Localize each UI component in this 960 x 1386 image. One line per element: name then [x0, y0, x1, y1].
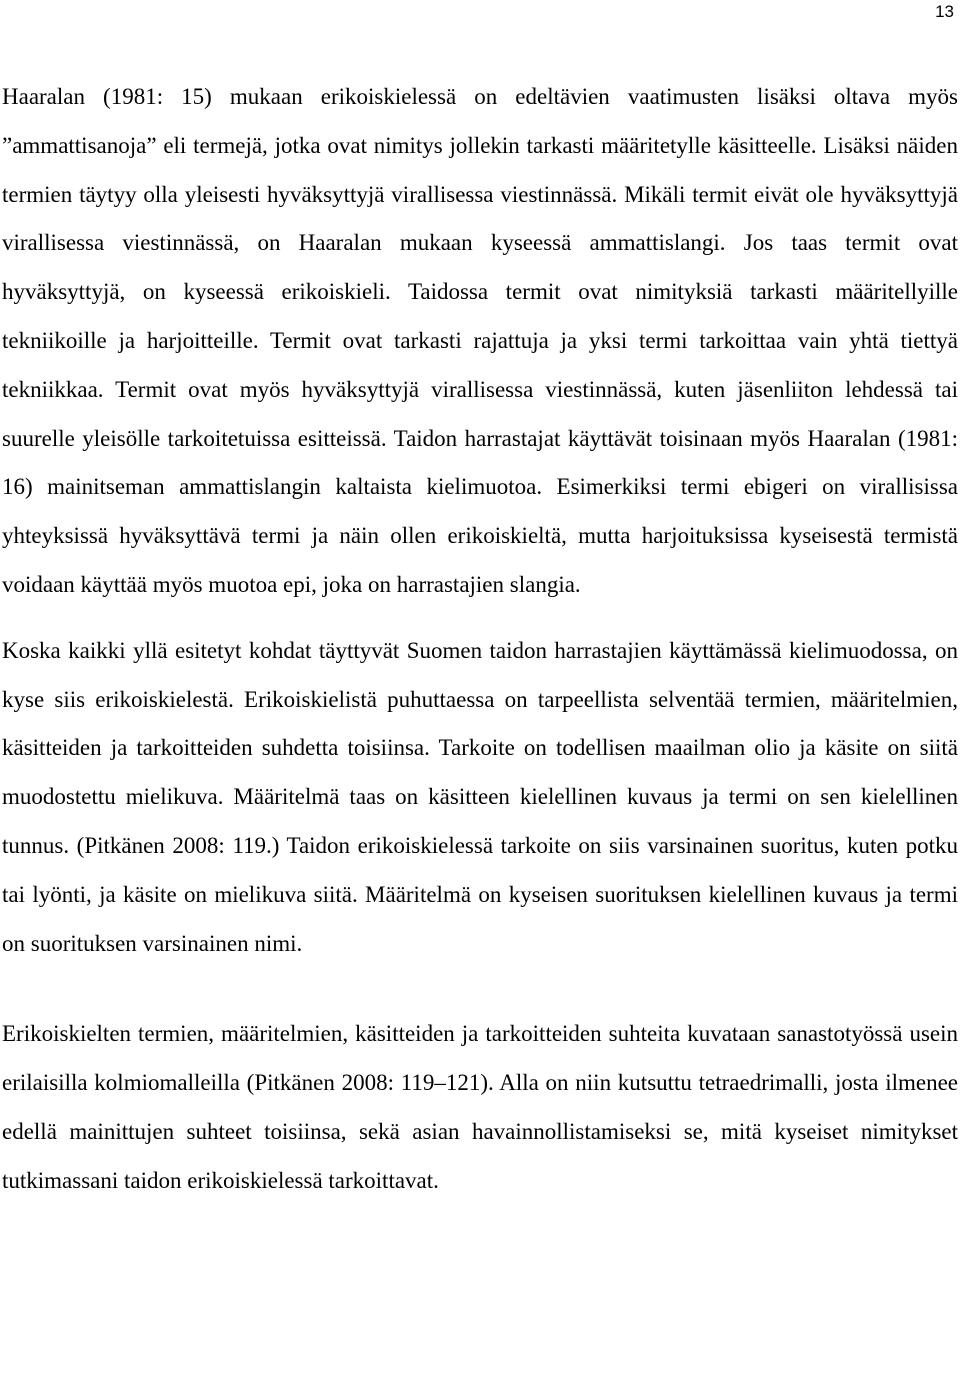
paragraph-3: Erikoiskielten termien, määritelmien, käsitteiden ja tarkoitteiden suhteita kuvataan sanastotyössä usein erilaisilla kolmiomalleilla (Pitkänen 2008: 119–121). Alla on niin kutsuttu tetraedrimalli, josta ilmenee edellä mainittujen suhteet toisiinsa, sekä asian havainnollistamiseksi se, mitä kyseiset nimitykset tutkimassani taidon erikoiskielessä tarkoittavat. [2, 1021, 958, 1193]
paragraph-1: Haaralan (1981: 15) mukaan erikoiskielessä on edeltävien vaatimusten lisäksi oltava myös ”ammattisanoja” eli termejä, jotka ovat nimitys jollekin tarkasti määritetylle käsitteelle. Lisäksi näiden termien täytyy olla yleisesti hyväksyttyjä virallisessa viestinnässä. Mikäli termit eivät ole hyväksyttyjä virallisessa viestinnässä, on Haaralan mukaan kyseessä ammattislangi. Jos taas termit ovat hyväksyttyjä, on kyseessä erikoiskieli. Taidossa termit ovat nimityksiä tarkasti määritellyille tekniikoille ja harjoitteille. Termit ovat tarkasti rajattuja ja yksi termi tarkoittaa vain yhtä tiettyä tekniikkaa. Termit ovat myös hyväksyttyjä virallisessa viestinnässä, kuten jäsenliiton lehdessä tai suurelle yleisölle tarkoitetuissa esitteissä. Taidon harrastajat käyttävät toisinaan myös Haaralan (1981: 16) mainitseman ammattislangin kaltaista kielimuotoa. Esimerkiksi termi ebigeri on virallisissa yhteyksissä hyväksyttävä termi ja näin ollen erikoiskieltä, mutta harjoituksissa kyseisestä termistä voidaan käyttää myös muotoa epi, joka on harrastajien slangia. [2, 84, 958, 597]
page-number: 13 [935, 2, 954, 21]
paragraph-2: Koska kaikki yllä esitetyt kohdat täyttyvät Suomen taidon harrastajien käyttämässä kielimuodossa, on kyse siis erikoiskielestä. Erikoiskielistä puhuttaessa on tarpeellista selventää termien, määritelmien, käsitteiden ja tarkoitteiden suhdetta toisiinsa. Tarkoite on todellisen maailman olio ja käsite on siitä muodostettu mielikuva. Määritelmä taas on käsitteen kielellinen kuvaus ja termi on sen kielellinen tunnus. (Pitkänen 2008: 119.) Taidon erikoiskielessä tarkoite on siis varsinainen suoritus, kuten potku tai lyönti, ja käsite on mielikuva siitä. Määritelmä on kyseisen suorituksen kielellinen kuvaus ja termi on suorituksen varsinainen nimi. [2, 637, 958, 956]
document-body [2, 73, 958, 1206]
